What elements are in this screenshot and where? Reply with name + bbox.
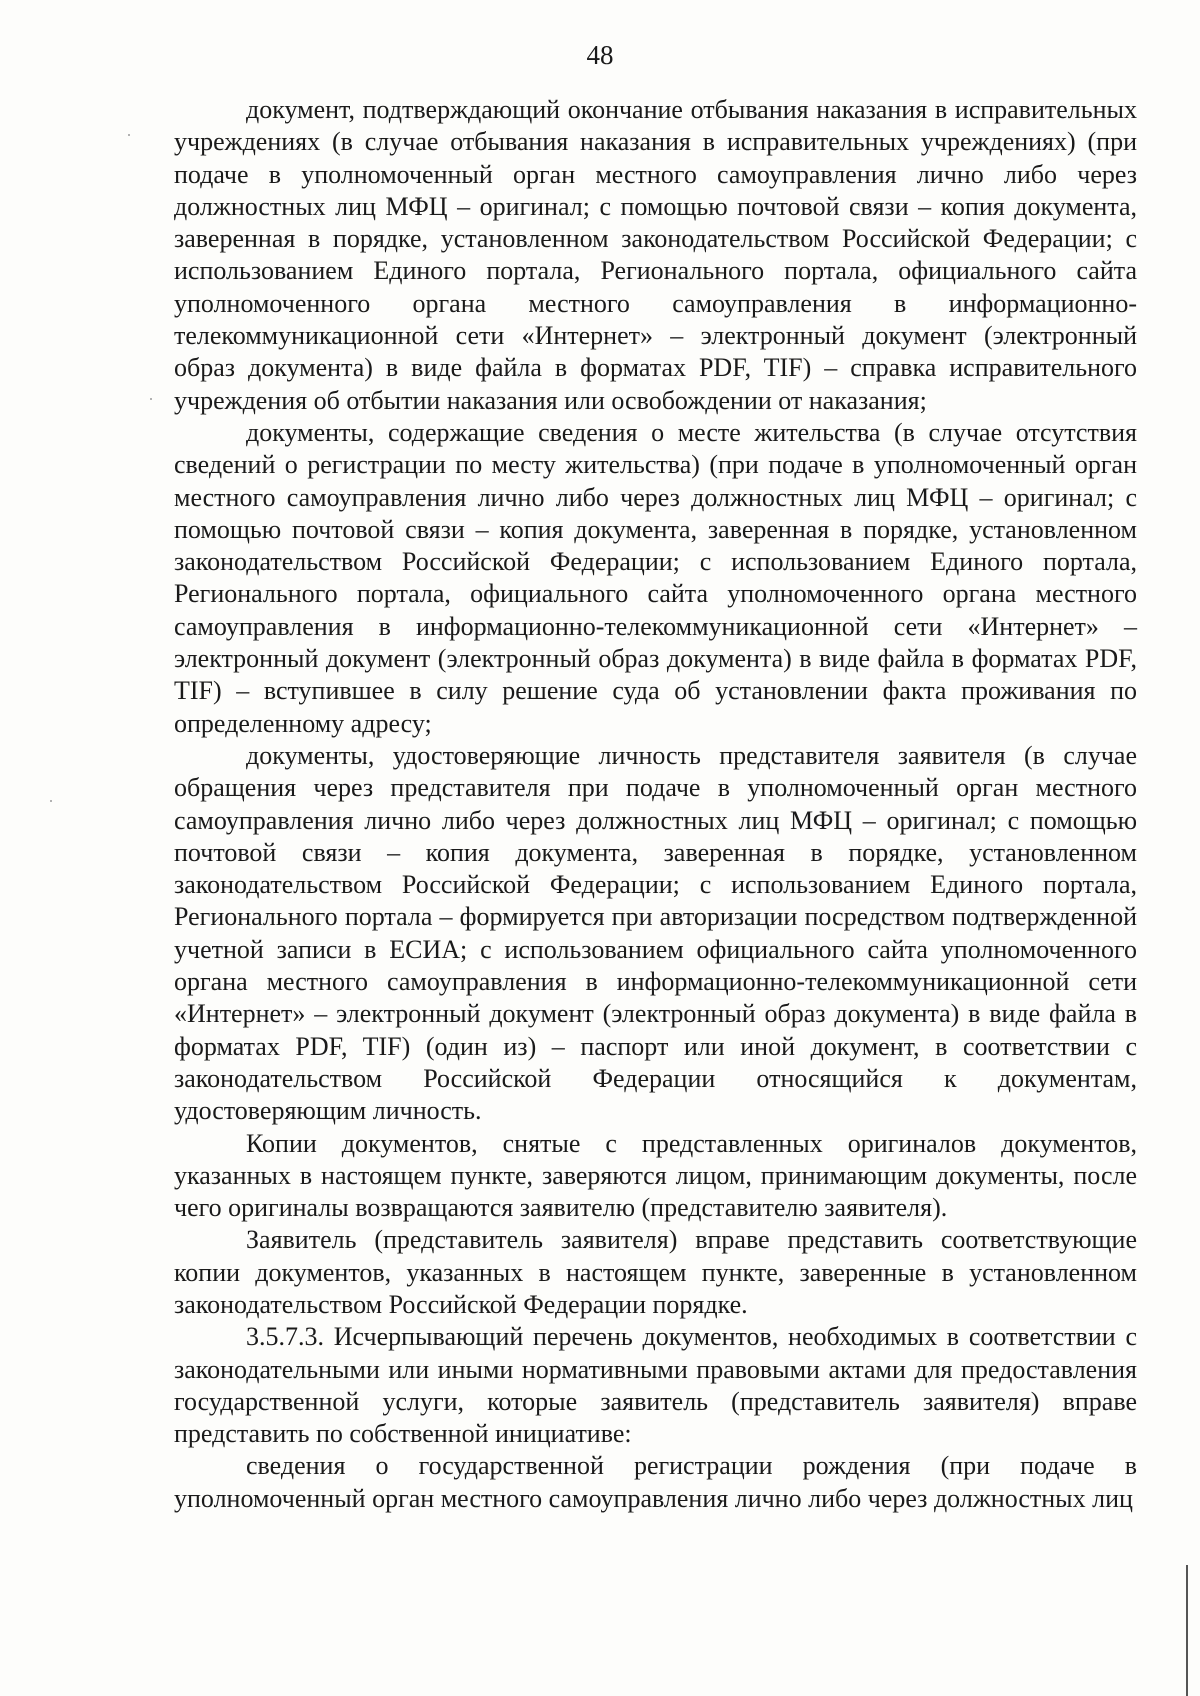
scan-speck: [50, 800, 52, 802]
paragraph-release-certificate: документ, подтверждающий окончание отбывания наказания в исправительных учреждениях (в случае отбывания наказания в исправительных учреждениях) (при подаче в уполномоченный орган местного самоуправления лично либо через должностных лиц МФЦ – оригинал; с помощью почтовой связи – копия документа, заверенная в порядке, установленном законодательством Российской Федерации; с использованием Единого портала, Регионального портала, официального сайта уполномоченного органа местного самоуправления в информационно-телекоммуникационной сети «Интернет» – электронный документ (электронный образ документа) в виде файла в форматах PDF, TIF) – справка исправительного учреждения об отбытии наказания или освобождении от наказания;: [174, 95, 1137, 415]
paragraph-applicant-copies: Заявитель (представитель заявителя) вправе представить соответствующие копии документов, указанных в настоящем пункте, заверенные в установленном законодательством Российской Федерации порядке.: [174, 1225, 1137, 1319]
document-body: [174, 94, 1137, 1515]
page-number: 48: [586, 40, 614, 70]
paragraph-copies-certification: Копии документов, снятые с представленных оригиналов документов, указанных в настоящем пункте, заверяются лицом, принимающим документы, после чего оригиналы возвращаются заявителю (представителю заявителя).: [174, 1128, 1137, 1223]
scan-speck: [128, 134, 130, 136]
paragraph-section-3-5-7-3: 3.5.7.3. Исчерпывающий перечень документов, необходимых в соответствии с законодательными или иными нормативными правовыми актами для предоставления государственной услуги, которые заявитель (представитель заявителя) вправе представить по собственной инициативе:: [174, 1322, 1137, 1449]
paragraph-representative-identity: документы, удостоверяющие личность представителя заявителя (в случае обращения через представителя при подаче в уполномоченный орган местного самоуправления лично либо через должностных лиц МФЦ – оригинал; с помощью почтовой связи – копия документа, заверенная в порядке, установленном законодательством Российской Федерации; с использованием Единого портала, Регионального портала – формируется при авторизации посредством подтвержденной учетной записи в ЕСИА; с использованием официального сайта уполномоченного органа местного самоуправления в информационно-телекоммуникационной сети «Интернет» – электронный документ (электронный образ документа) в виде файла в форматах PDF, TIF) (один из) – паспорт или иной документ, в соответствии с законодательством Российской Федерации относящийся к документам, удостоверяющим личность.: [174, 740, 1137, 1126]
paragraph-birth-registration: сведения о государственной регистрации рождения (при подаче в уполномоченный орган местного самоуправления лично либо через должностных лиц: [174, 1451, 1137, 1513]
paragraph-residence-documents: документы, содержащие сведения о месте жительства (в случае отсутствия сведений о регистрации по месту жительства) (при подаче в уполномоченный орган местного самоуправления лично либо через должностных лиц МФЦ – оригинал; с помощью почтовой связи – копия документа, заверенная в порядке, установленном законодательством Российской Федерации; с использованием Единого портала, Регионального портала, официального сайта уполномоченного органа местного самоуправления в информационно-телекоммуникационной сети «Интернет» – электронный документ (электронный образ документа) в виде файла в форматах PDF, TIF) – вступившее в силу решение суда об установлении факта проживания по определенному адресу;: [174, 417, 1137, 738]
scan-edge-line: [1186, 1565, 1188, 1696]
scan-speck: [150, 398, 152, 400]
